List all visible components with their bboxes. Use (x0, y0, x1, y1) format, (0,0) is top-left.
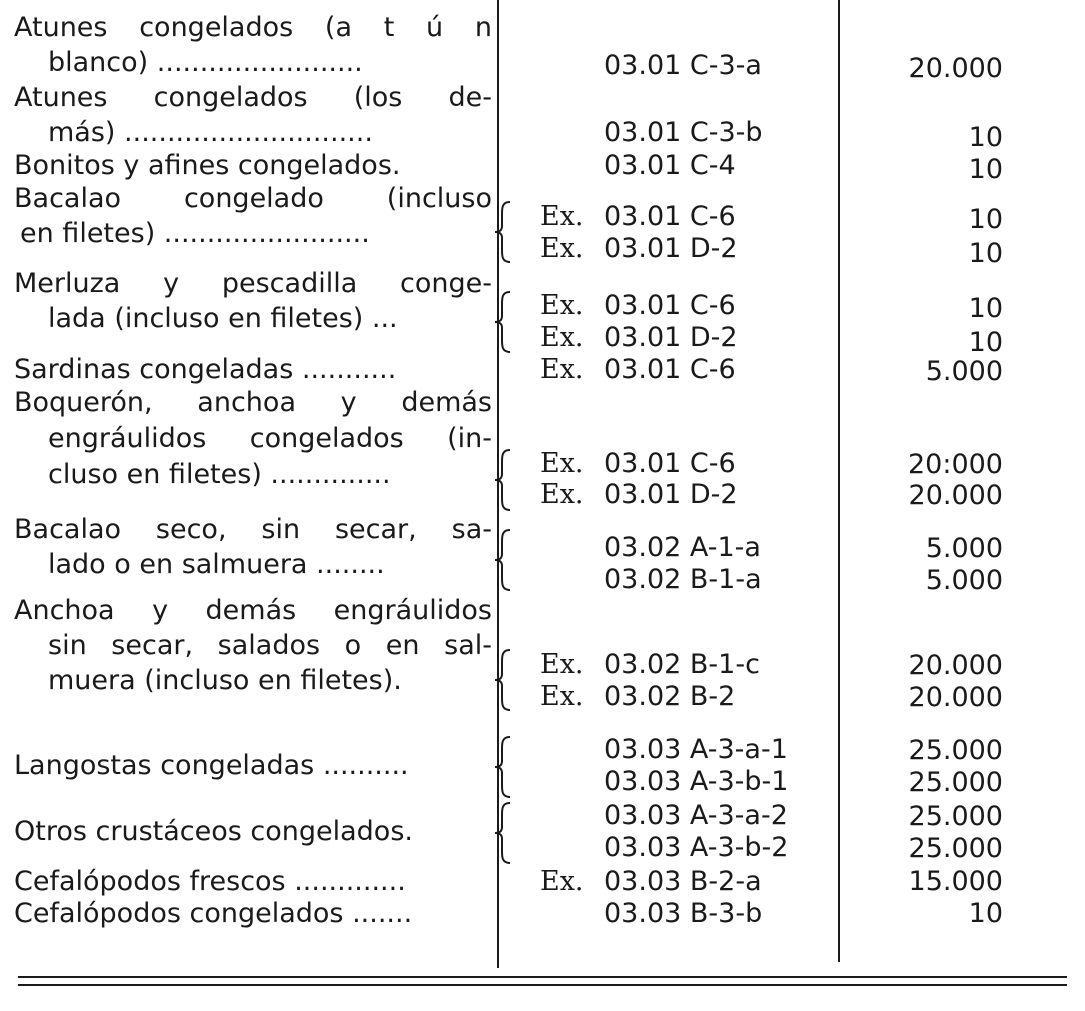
quantity: 10 (968, 238, 1003, 269)
description-line: en filetes) ........................ (20, 218, 370, 249)
tariff-code: 03.02 B-2 (604, 681, 736, 712)
tariff-code: 03.03 A-3-b-1 (604, 766, 789, 797)
ex-marker: Ex. (540, 322, 584, 353)
tariff-code: 03.02 B-1-a (604, 564, 762, 595)
description-line: lada (incluso en filetes) ... (48, 303, 398, 334)
quantity: 10 (968, 293, 1003, 324)
tariff-code: 03.03 A-3-b-2 (604, 832, 789, 863)
description-line: más) ............................. (48, 117, 373, 148)
quantity: 5.000 (925, 356, 1003, 387)
quantity: 20:000 (908, 449, 1003, 480)
tariff-code: 03.01 D-2 (604, 322, 738, 353)
tariff-code: 03.01 D-2 (604, 233, 738, 264)
description-line: lado o en salmuera ........ (48, 549, 385, 580)
tariff-code: 03.02 A-1-a (604, 532, 761, 563)
tariff-code: 03.01 C-6 (604, 448, 736, 479)
brace-bacalao-seco (492, 528, 514, 592)
tariff-code: 03.01 C-3-b (604, 117, 763, 148)
description-line: Sardinas congeladas ........... (14, 354, 397, 385)
description-line: Atunes congelados (los de- (14, 82, 492, 113)
tariff-code: 03.03 B-2-a (604, 866, 762, 897)
ex-marker: Ex. (540, 866, 584, 897)
quantity: 25.000 (908, 833, 1003, 864)
bottom-rule-lower (18, 984, 1067, 986)
ex-marker: Ex. (540, 479, 584, 510)
description-line: Cefalópodos congelados ....... (14, 898, 413, 929)
ex-marker: Ex. (540, 354, 584, 385)
tariff-code: 03.03 A-3-a-2 (604, 800, 788, 831)
ex-marker: Ex. (540, 201, 584, 232)
tariff-code: 03.03 A-3-a-1 (604, 734, 788, 765)
quantity: 10 (968, 327, 1003, 358)
description-line: Anchoa y demás engráulidos (14, 595, 492, 626)
description-line: cluso en filetes) .............. (48, 459, 391, 490)
quantity: 20.000 (908, 480, 1003, 511)
quantity: 25.000 (908, 767, 1003, 798)
quantity: 5.000 (925, 533, 1003, 564)
quantity: 25.000 (908, 801, 1003, 832)
ex-marker: Ex. (540, 233, 584, 264)
description-line: sin secar, salados o en sal- (48, 630, 492, 661)
description-line: engráulidos congelados (in- (48, 423, 492, 454)
ex-marker: Ex. (540, 681, 584, 712)
brace-langostas (492, 735, 514, 799)
description-line: Atunes congelados (a t ú n (14, 12, 492, 43)
quantity: 5.000 (925, 565, 1003, 596)
ex-marker: Ex. (540, 649, 584, 680)
ex-marker: Ex. (540, 290, 584, 321)
description-line: Bonitos y afines congelados. (14, 150, 401, 181)
bottom-rule-upper (18, 976, 1067, 978)
tariff-code: 03.01 C-4 (604, 150, 736, 181)
quantity: 10 (968, 154, 1003, 185)
quantity: 20.000 (908, 682, 1003, 713)
tariff-code: 03.02 B-1-c (604, 649, 760, 680)
tariff-code: 03.01 D-2 (604, 479, 738, 510)
brace-otros-crustaceos (492, 801, 514, 865)
quantity: 20.000 (908, 650, 1003, 681)
description-line: Bacalao seco, sin secar, sa- (14, 514, 492, 545)
tariff-code: 03.01 C-3-a (604, 50, 762, 81)
quantity: 10 (968, 122, 1003, 153)
quantity: 15.000 (908, 866, 1003, 897)
column-divider-code (838, 0, 840, 962)
description-line: Langostas congeladas .......... (14, 750, 409, 781)
tariff-code: 03.01 C-6 (604, 290, 736, 321)
tariff-code: 03.01 C-6 (604, 354, 736, 385)
brace-merluza (492, 290, 514, 354)
description-line: Cefalópodos frescos ............. (14, 866, 406, 897)
quantity: 10 (968, 898, 1003, 929)
quantity: 10 (968, 204, 1003, 235)
description-line: Otros crustáceos congelados. (14, 816, 413, 847)
brace-bacalao-congelado (492, 200, 514, 264)
description-line: Merluza y pescadilla conge- (14, 268, 492, 299)
description-line: muera (incluso en filetes). (48, 665, 402, 696)
description-line: Boquerón, anchoa y demás (14, 387, 492, 418)
quantity: 25.000 (908, 735, 1003, 766)
brace-boqueron (492, 448, 514, 512)
quantity: 20.000 (908, 53, 1003, 84)
brace-anchoa (492, 648, 514, 712)
description-line: Bacalao congelado (incluso (14, 183, 492, 214)
description-line: blanco) ........................ (48, 47, 363, 78)
tariff-code: 03.03 B-3-b (604, 898, 763, 929)
tariff-code: 03.01 C-6 (604, 201, 736, 232)
ex-marker: Ex. (540, 448, 584, 479)
